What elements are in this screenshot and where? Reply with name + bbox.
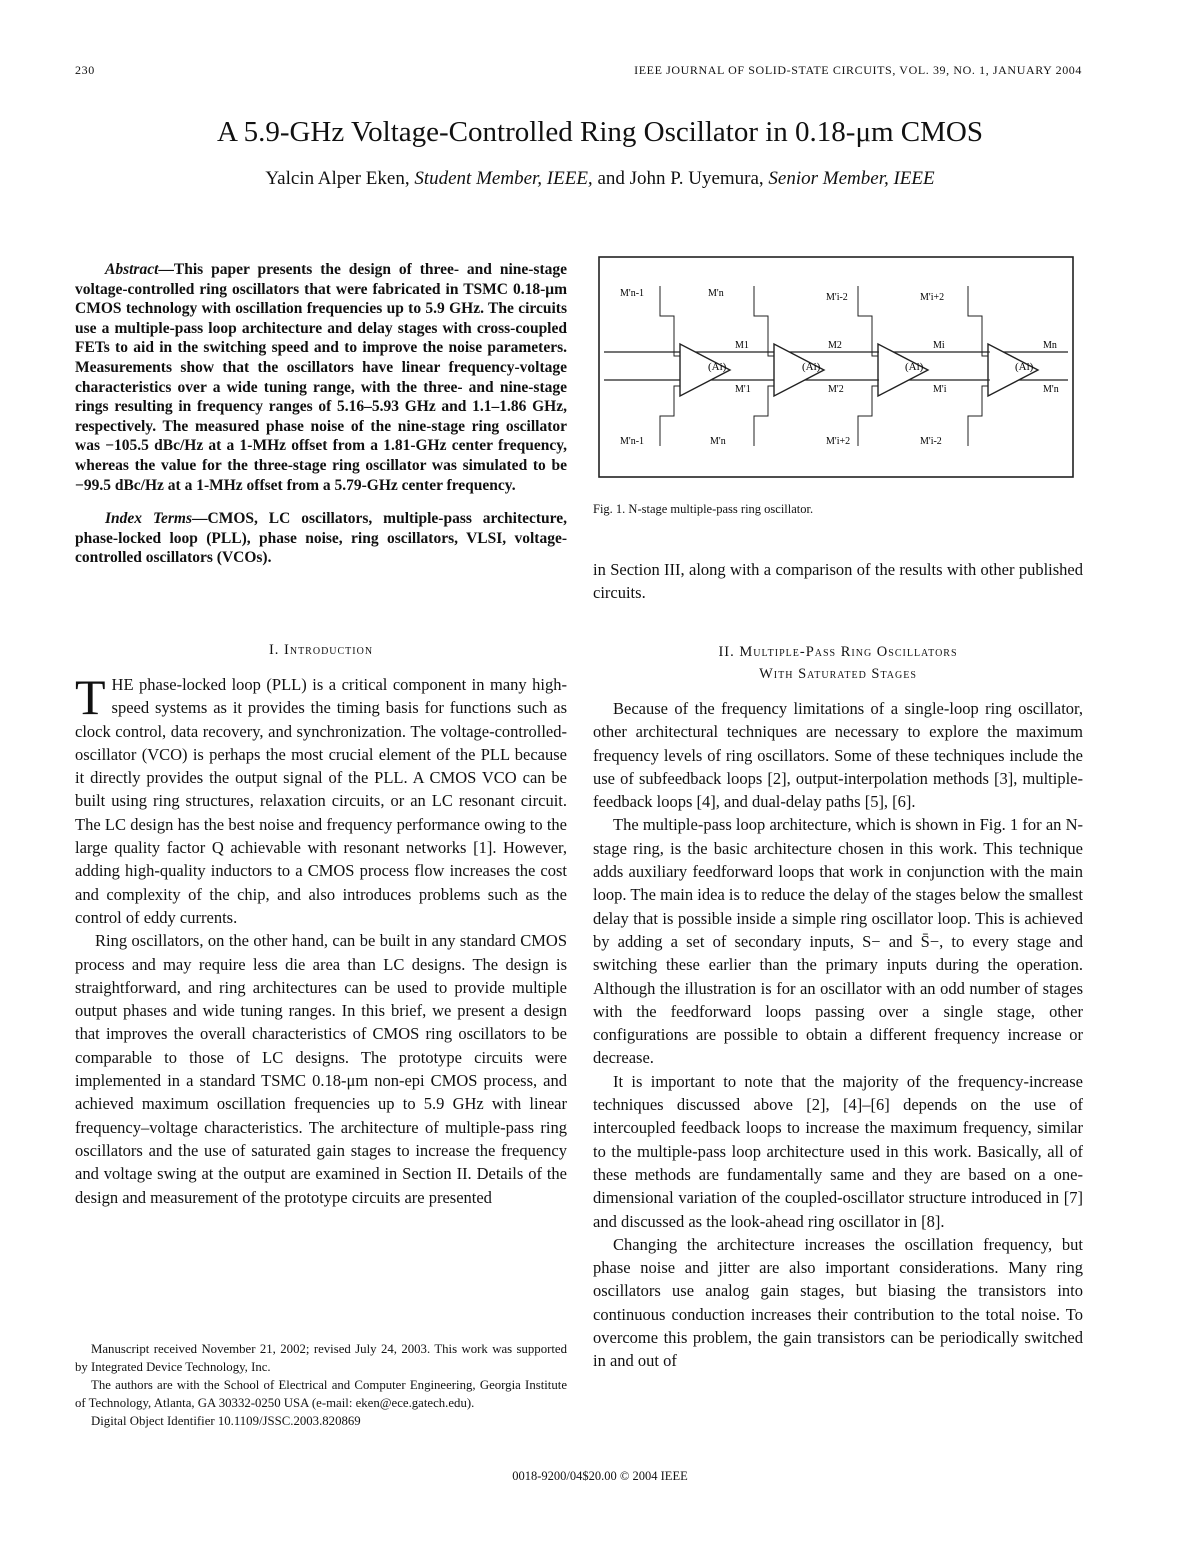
section-2-heading-line-1: II. Multiple-Pass Ring Oscillators <box>718 644 958 660</box>
stage-label-2: (Ai) <box>802 361 821 373</box>
running-header: IEEE JOURNAL OF SOLID-STATE CIRCUITS, VOL. 39, NO. 1, JANUARY 2004 <box>634 63 1082 77</box>
footnote-doi: Digital Object Identifier 10.1109/JSSC.2003.820869 <box>91 1414 361 1428</box>
copyright-footer: 0018-9200/04$20.00 © 2004 IEEE <box>512 1469 688 1483</box>
author-line <box>0 168 1200 190</box>
index-terms-text: —CMOS, LC oscillators, multiple-pass architecture, phase-locked loop (PLL), phase noise, ring oscillators, VLSI, voltage-controlled oscillators (VCOs). <box>75 510 568 567</box>
abstract-text: —This paper presents the design of three- and nine-stage voltage-controlled ring oscillators that were fabricated in TSMC 0.18-μm CMOS technology with oscillation frequencies up to 5.9 GHz. The circuits use a multiple-pass loop architecture and delay stages with cross-coupled FETs to aid in the switching speed and to improve the noise parameters. Measurements show that the oscillators have linear frequency-voltage characteristics over a wide tuning range, with the three- and nine-stage rings resulting in frequency ranges of 5.16–5.93 GHz and 1.1–1.86 GHz, respectively. The measured phase noise of the nine-stage ring oscillator was −105.5 dBc/Hz at a 1-MHz offset from a 1.81-GHz center frequency, whereas the value for the three-stage ring oscillator was simulated to be −99.5 dBc/Hz at a 1-MHz offset from a 5.79-GHz center frequency. <box>75 261 567 494</box>
out-neg-2: M'2 <box>828 384 844 395</box>
author-2: and John P. Uyemura, <box>597 168 764 189</box>
out-pos-4: Mn <box>1043 340 1057 351</box>
section-2-paragraph-2: The multiple-pass loop architecture, which is shown in Fig. 1 for an N-stage ring, is the basic architecture chosen in this work. This technique adds auxiliary feedforward loops that work in conjunction with the main loop. The main idea is to reduce the delay of the stages below the smallest delay that is possible inside a simple ring oscillator loop. This is achieved by adding a set of secondary inputs, S− and S̄−, to every stage and switching these earlier than the primary inputs during the operation. Although the illustration is for an oscillator with an odd number of stages with the feedforward loops passing over a single stage, other configurations are possible to obtain a different frequency increase or decrease. <box>593 815 1083 1068</box>
secondary-input-bottom-3 <box>858 386 878 446</box>
top-label-4: M'i+2 <box>920 292 945 303</box>
secondary-input-top-2 <box>754 286 774 356</box>
bottom-label-1: M'n-1 <box>620 436 645 447</box>
out-pos-3: Mi <box>933 340 945 351</box>
figure-caption: Fig. 1. N-stage multiple-pass ring oscillator. <box>593 502 814 516</box>
bottom-label-2: M'n <box>710 436 726 447</box>
top-label-2: M'n <box>708 288 724 299</box>
footnotes <box>75 1340 567 1430</box>
author-1: Yalcin Alper Eken, <box>265 168 410 189</box>
author-1-role: Student Member, IEEE, <box>414 168 593 189</box>
out-pos-2: M2 <box>828 340 842 351</box>
section-2-paragraph-1: Because of the frequency limitations of a single-loop ring oscillator, other architectural techniques are necessary to explore the maximum frequency levels of ring oscillators. Some of these techniques include the use of subfeedback loops [2], output-interpolation methods [3], multiple-feedback loops [4], and dual-delay paths [5], [6]. <box>593 699 1083 812</box>
out-pos-1: M1 <box>735 340 749 351</box>
section-1-continued: in Section III, along with a comparison of the results with other published circuits. <box>593 560 1083 603</box>
stage-label-4: (Ai) <box>1015 361 1034 373</box>
secondary-input-top-1 <box>660 286 680 356</box>
abstract-label: Abstract <box>105 261 159 278</box>
intro-paragraph-2: Ring oscillators, on the other hand, can be built in any standard CMOS process and may require less die area than LC designs. The design is straightforward, and ring architectures can be used to provide multiple output phases and wide tuning ranges. In this brief, we present a design that improves the overall characteristics of CMOS ring oscillators to be comparable to those of LC designs. The prototype circuits were implemented in a standard TSMC 0.18-μm non-epi CMOS process, and achieved maximum oscillation frequencies up to 5.9 GHz with linear frequency–voltage characteristics. The architecture of multiple-pass ring oscillators and the use of saturated gain stages to increase the frequency and voltage swing at the output are examined in Section II. Details of the design and measurement of the prototype circuits are presented <box>75 931 567 1207</box>
drop-cap: T <box>75 669 106 725</box>
stage-label-3: (Ai) <box>905 361 924 373</box>
out-neg-4: M'n <box>1043 384 1059 395</box>
stage-label-1: (Ai) <box>708 361 727 373</box>
section-2-paragraph-4: Changing the architecture increases the oscillation frequency, but phase noise and jitter are also important considerations. Many ring oscillators use analog gain stages, but biasing the transistors into continuous conduction increases their contribution to the total noise. To overcome this problem, the gain transistors can be periodically switched in and out of <box>593 1234 1083 1371</box>
top-label-3: M'i-2 <box>826 292 848 303</box>
page-number: 230 <box>75 63 95 77</box>
author-2-role: Senior Member, IEEE <box>768 168 935 189</box>
footnote-affiliation: The authors are with the School of Electrical and Computer Engineering, Georgia Institute of Technology, Atlanta, GA 30332-0250 USA (e-mail: eken@ece.gatech.edu). <box>75 1378 567 1410</box>
bottom-label-3: M'i+2 <box>826 436 851 447</box>
bottom-label-4: M'i-2 <box>920 436 942 447</box>
secondary-input-top-4 <box>968 286 988 356</box>
secondary-input-bottom-2 <box>754 386 774 446</box>
out-neg-3: M'i <box>933 384 947 395</box>
index-terms-label: Index Terms <box>105 510 192 528</box>
paper-title: A 5.9-GHz Voltage-Controlled Ring Oscillator in 0.18-μm CMOS <box>216 116 984 148</box>
ring-oscillator-figure <box>598 256 1074 478</box>
section-2-heading-line-2: With Saturated Stages <box>759 666 917 682</box>
secondary-input-top-3 <box>858 286 878 356</box>
section-2-body <box>593 697 1083 1373</box>
section-2-paragraph-3: It is important to note that the majority of the frequency-increase techniques discussed above [2], [4]–[6] depends on the use of intercoupled feedback loops to increase the maximum frequency, similar to the multiple-pass loop architecture used in this work. Basically, all of these methods are fundamentally same and they are based on a one-dimensional variation of the coupled-oscillator structure introduced in [7] and discussed as the look-ahead ring oscillator in [8]. <box>593 1071 1083 1231</box>
secondary-input-bottom-4 <box>968 386 988 446</box>
section-1-heading: I. Introduction <box>268 642 374 658</box>
out-neg-1: M'1 <box>735 384 751 395</box>
section-2-heading <box>593 641 1083 685</box>
intro-paragraph-1: HE phase-locked loop (PLL) is a critical component in many high-speed systems as it provides the timing basis for functions such as clock control, data recovery, and synchronization. The voltage-controlled-oscillator (VCO) is perhaps the most crucial element of the PLL because it directly provides the output signal of the PLL. A CMOS VCO can be built using ring structures, relaxation circuits, or an LC resonant circuit. The LC design has the best noise and frequency performance owing to the large quality factor Q achievable with resonant networks [1]. However, adding high-quality inductors to a CMOS process flow increases the cost and complexity of the chip, and also introduces problems such as the control of eddy currents. <box>75 675 567 927</box>
introduction-body <box>75 669 567 1209</box>
footnote-manuscript: Manuscript received November 21, 2002; revised July 24, 2003. This work was supported by Integrated Device Technology, Inc. <box>75 1342 567 1374</box>
top-label-1: M'n-1 <box>620 288 645 299</box>
abstract <box>75 260 567 568</box>
secondary-input-bottom-1 <box>660 386 680 446</box>
